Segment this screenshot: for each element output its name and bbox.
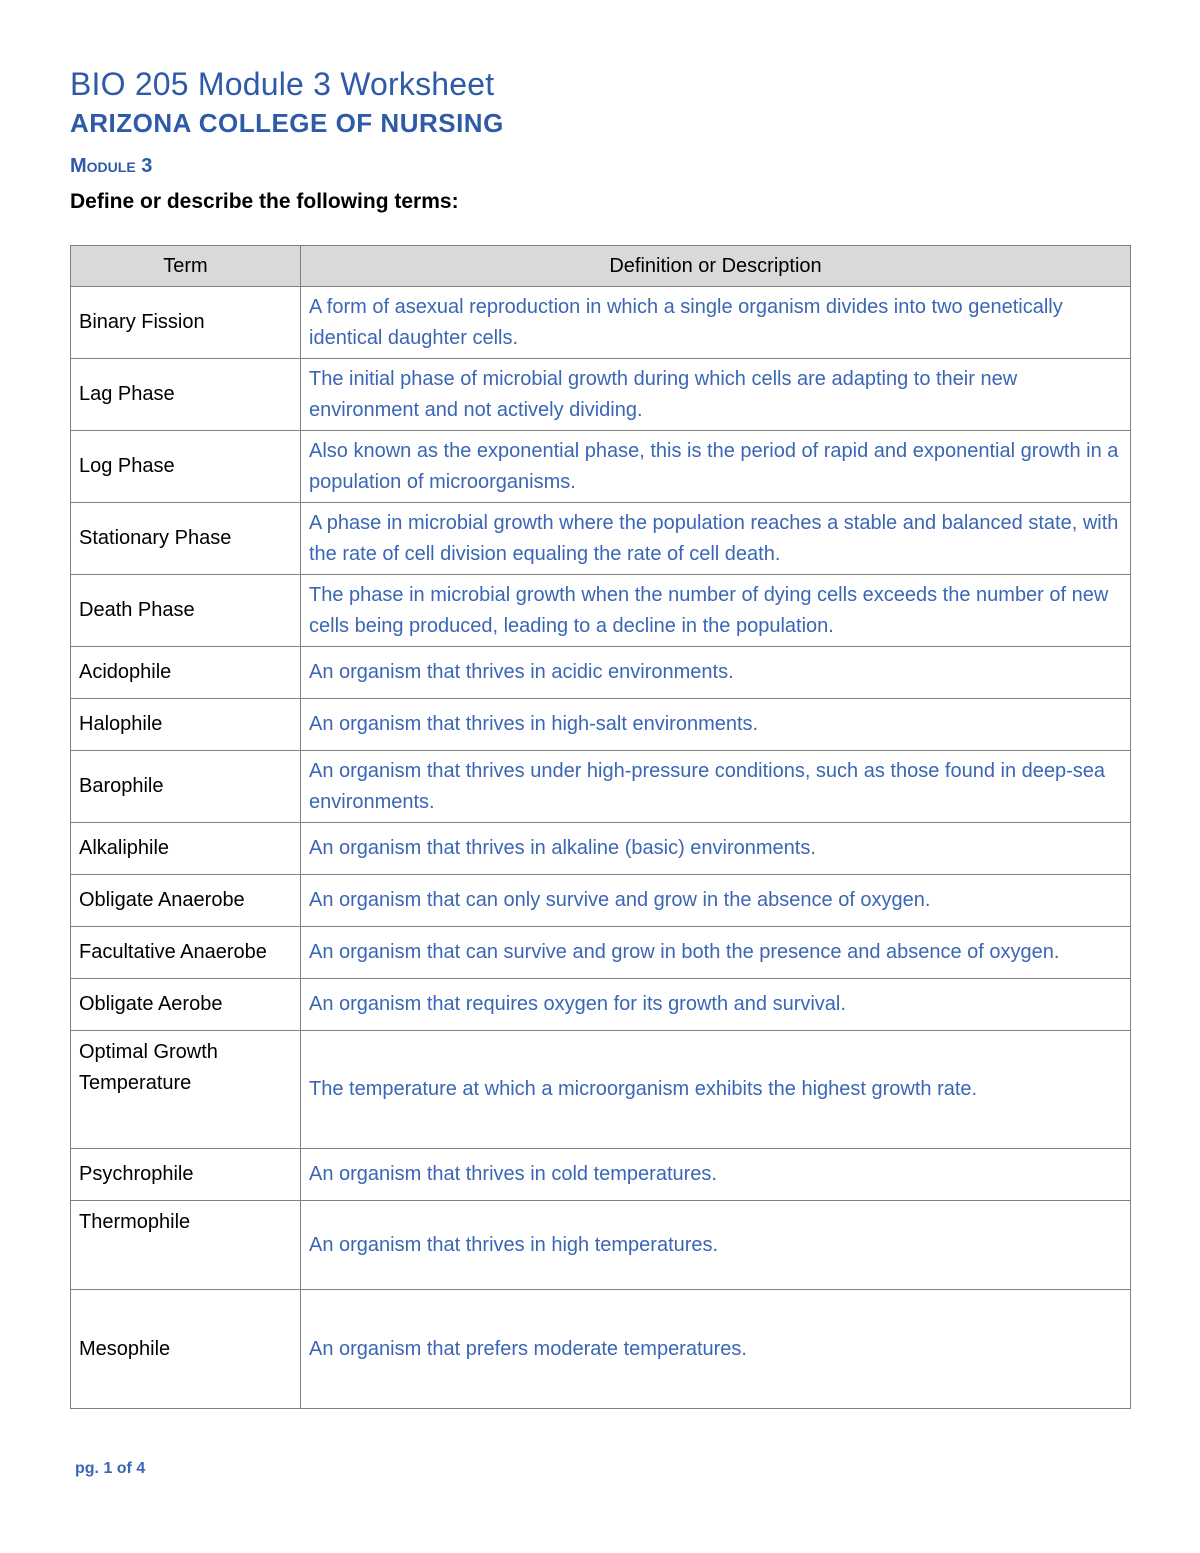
term-cell: Psychrophile bbox=[71, 1149, 301, 1201]
definition-cell: An organism that can survive and grow in both the presence and absence of oxygen. bbox=[301, 927, 1131, 979]
definition-cell: An organism that thrives in alkaline (basic) environments. bbox=[301, 823, 1131, 875]
document-title: BIO 205 Module 3 Worksheet bbox=[70, 66, 495, 102]
table-row bbox=[71, 751, 1131, 823]
definition-cell: An organism that thrives in high temperatures. bbox=[301, 1201, 1131, 1290]
definition-cell: A phase in microbial growth where the population reaches a stable and balanced state, with the rate of cell division equaling the rate of cell death. bbox=[301, 503, 1131, 575]
definition-cell: An organism that can only survive and grow in the absence of oxygen. bbox=[301, 875, 1131, 927]
page-number: pg. 1 of 4 bbox=[75, 1460, 146, 1477]
term-cell: Alkaliphile bbox=[71, 823, 301, 875]
table-row bbox=[71, 575, 1131, 647]
table-row bbox=[71, 927, 1131, 979]
term-cell: Facultative Anaerobe bbox=[71, 927, 301, 979]
table-row bbox=[71, 287, 1131, 359]
table-row bbox=[71, 823, 1131, 875]
table-row bbox=[71, 1201, 1131, 1290]
terms-table bbox=[70, 245, 1131, 1409]
table-header-row bbox=[71, 246, 1131, 287]
table-row bbox=[71, 875, 1131, 927]
table-row bbox=[71, 699, 1131, 751]
college-name: ARIZONA COLLEGE OF NURSING bbox=[70, 108, 504, 138]
module-heading: Module 3 bbox=[70, 155, 153, 177]
definition-cell: An organism that requires oxygen for its growth and survival. bbox=[301, 979, 1131, 1031]
definition-cell: An organism that thrives in acidic environments. bbox=[301, 647, 1131, 699]
term-cell: Lag Phase bbox=[71, 359, 301, 431]
term-cell: Death Phase bbox=[71, 575, 301, 647]
table-row bbox=[71, 431, 1131, 503]
column-header-definition: Definition or Description bbox=[301, 246, 1131, 287]
term-cell: Binary Fission bbox=[71, 287, 301, 359]
term-cell: Mesophile bbox=[71, 1290, 301, 1409]
definition-cell: An organism that prefers moderate temperatures. bbox=[301, 1290, 1131, 1409]
column-header-term: Term bbox=[71, 246, 301, 287]
term-cell: Log Phase bbox=[71, 431, 301, 503]
table-row bbox=[71, 359, 1131, 431]
term-cell: Halophile bbox=[71, 699, 301, 751]
term-cell: Acidophile bbox=[71, 647, 301, 699]
definition-cell: A form of asexual reproduction in which a single organism divides into two genetically identical daughter cells. bbox=[301, 287, 1131, 359]
term-cell: Optimal Growth Temperature bbox=[71, 1031, 301, 1149]
definition-cell: The phase in microbial growth when the number of dying cells exceeds the number of new cells being produced, leading to a decline in the population. bbox=[301, 575, 1131, 647]
table-row bbox=[71, 647, 1131, 699]
definition-cell: An organism that thrives under high-pressure conditions, such as those found in deep-sea environments. bbox=[301, 751, 1131, 823]
table-row bbox=[71, 979, 1131, 1031]
term-cell: Stationary Phase bbox=[71, 503, 301, 575]
definition-cell: An organism that thrives in cold temperatures. bbox=[301, 1149, 1131, 1201]
term-cell: Obligate Aerobe bbox=[71, 979, 301, 1031]
definition-cell: An organism that thrives in high-salt environments. bbox=[301, 699, 1131, 751]
table-row bbox=[71, 1290, 1131, 1409]
term-cell: Obligate Anaerobe bbox=[71, 875, 301, 927]
definition-cell: The temperature at which a microorganism exhibits the highest growth rate. bbox=[301, 1031, 1131, 1149]
table-row bbox=[71, 1149, 1131, 1201]
instructions: Define or describe the following terms: bbox=[70, 190, 459, 213]
definition-cell: The initial phase of microbial growth during which cells are adapting to their new environment and not actively dividing. bbox=[301, 359, 1131, 431]
table-row bbox=[71, 1031, 1131, 1149]
definition-cell: Also known as the exponential phase, this is the period of rapid and exponential growth in a population of microorganisms. bbox=[301, 431, 1131, 503]
term-cell: Barophile bbox=[71, 751, 301, 823]
table-row bbox=[71, 503, 1131, 575]
term-cell: Thermophile bbox=[71, 1201, 301, 1290]
